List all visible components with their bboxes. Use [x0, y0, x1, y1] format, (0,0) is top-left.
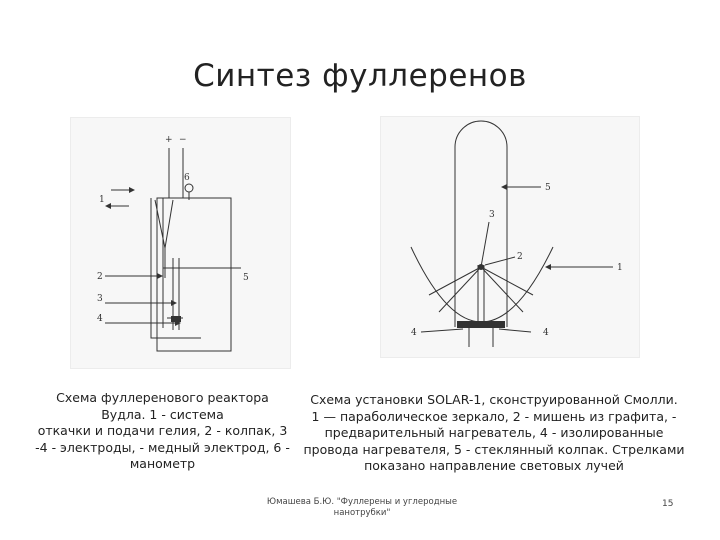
caption-line: -4 - электроды, - медный электрод, 6 -: [35, 439, 290, 455]
chamber-outline: [157, 198, 231, 351]
mirror-base: [457, 321, 505, 328]
label-3: 3: [97, 294, 103, 304]
graphite-target: [478, 264, 484, 270]
citation-line: Юмашева Б.Ю. "Фуллерены и углеродные: [266, 497, 458, 507]
solar1-drawing: [381, 117, 639, 357]
caption-line: Схема фуллеренового реактора: [56, 390, 269, 405]
slide-title: Синтез фуллеренов: [193, 58, 527, 94]
caption-line: откачки и подачи гелия, 2 - колпак, 3: [37, 423, 288, 438]
label-plus: +: [165, 135, 173, 145]
label-4: 4: [97, 314, 103, 324]
caption-line: Вудла. 1 - система: [101, 406, 224, 422]
caption-line: манометр: [129, 456, 196, 471]
page-number: 15: [662, 499, 674, 509]
label-2: 2: [97, 272, 103, 282]
solar1-caption: [300, 392, 688, 475]
label-minus: −: [179, 135, 187, 145]
glass-bell: [455, 121, 507, 327]
manometer-gauge: [185, 184, 193, 192]
label-3: 3: [489, 210, 495, 220]
label-4-right: 4: [543, 328, 549, 338]
caption-line: Схема установки SOLAR-1, сконструированной Смолли.: [310, 392, 678, 407]
citation-line: нанотрубки": [333, 508, 391, 518]
woodle-reactor-caption: [35, 390, 290, 473]
label-1: 1: [99, 195, 105, 205]
label-5: 5: [243, 273, 249, 283]
woodle-reactor-diagram: [70, 117, 291, 369]
caption-line: провода нагревателя, 5 - стеклянный колпак. Стрелками: [303, 441, 685, 457]
label-6: 6: [184, 173, 190, 183]
label-2: 2: [517, 252, 523, 262]
label-4-left: 4: [411, 328, 417, 338]
label-1: 1: [617, 263, 623, 273]
caption-line: показано направление световых лучей: [364, 458, 624, 473]
label-5: 5: [545, 183, 551, 193]
solar1-setup-diagram: [380, 116, 640, 358]
woodle-reactor-drawing: [71, 118, 290, 368]
parabolic-mirror: [411, 247, 553, 322]
footer-citation: [258, 497, 466, 519]
caption-line: 1 — параболическое зеркало, 2 - мишень из графита, -: [311, 408, 677, 424]
caption-line: предварительный нагреватель, 4 - изолированные: [324, 425, 664, 440]
